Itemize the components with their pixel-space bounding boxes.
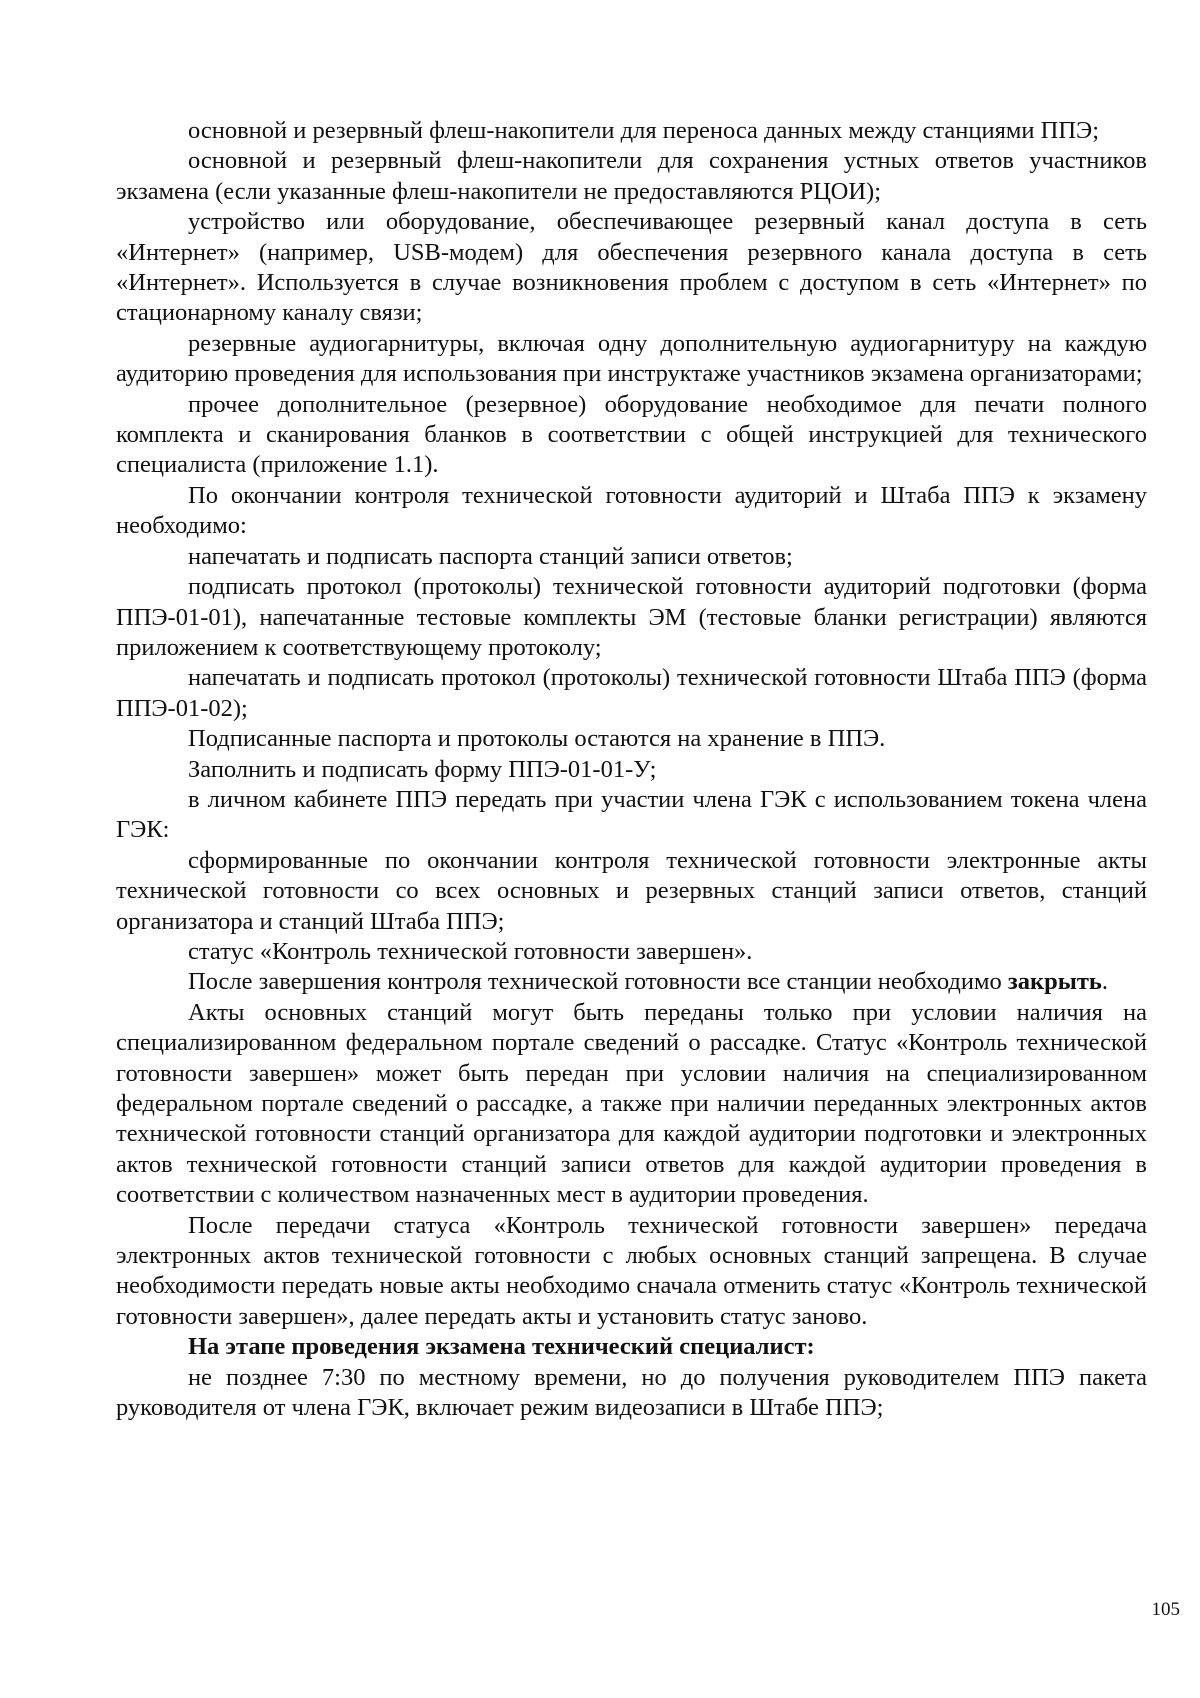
paragraph: Подписанные паспорта и протоколы остаются на хранение в ППЭ. (188, 725, 886, 753)
paragraph: основной и резервный флеш-накопители для переноса данных между станциями ППЭ; (188, 117, 1099, 144)
paragraph: в личном кабинете ППЭ передать при участии члена ГЭК с использованием токена члена ГЭК: (116, 785, 1147, 844)
section-heading: На этапе проведения экзамена технический специалист: (188, 1333, 815, 1361)
paragraph: Заполнить и подписать форму ППЭ-01-01-У; (188, 755, 657, 783)
paragraph: После передачи статуса «Контроль технической готовности завершен» передача электронных актов технической готовности с любых основных станций запрещена. В случае необходимости передать новые акты необходимо сначала отменить статус «Контроль технической готовности завершен», далее передать акты и установить статус заново. (116, 1211, 1147, 1330)
paragraph: статус «Контроль технической готовности завершен». (188, 937, 753, 965)
paragraph: подписать протокол (протоколы) технической готовности аудиторий подготовки (форма ППЭ-01-01), напечатанные тестовые комплекты ЭМ (тестовые бланки регистрации) являются приложением к соответствующему протоколу; (116, 573, 1147, 661)
period: . (1101, 968, 1108, 996)
page-number: 105 (1151, 1599, 1180, 1620)
paragraph-text: После завершения контроля технической готовности все станции необходимо (188, 968, 1002, 996)
paragraph: прочее дополнительное (резервное) оборудование необходимое для печати полного комплекта и сканирования бланков в соответствии с общей инструкцией для технического специалиста (приложение 1.1). (116, 390, 1147, 479)
document-body (116, 116, 1147, 1423)
paragraph: напечатать и подписать паспорта станций записи ответов; (188, 542, 793, 570)
paragraph: основной и резервный флеш-накопители для сохранения устных ответов участников экзамена (если указанные флеш-накопители не предоставляются РЦОИ); (116, 147, 1147, 205)
paragraph: не позднее 7:30 по местному времени, но до получения руководителем ППЭ пакета руководителя от члена ГЭК, включает режим видеозаписи в Штабе ППЭ; (116, 1363, 1147, 1422)
paragraph: резервные аудиогарнитуры, включая одну дополнительную аудиогарнитуру на каждую аудиторию проведения для использования при инструктаже участников экзамена организаторами; (116, 329, 1147, 388)
paragraph: По окончании контроля технической готовности аудиторий и Штаба ППЭ к экзамену необходимо: (116, 481, 1147, 540)
paragraph: Акты основных станций могут быть переданы только при условии наличия на специализированном федеральном портале сведений о рассадке. Статус «Контроль технической готовности завершен» может быть передан при условии наличия на специализированном федеральном портале сведений о рассадке, а также при наличии переданных электронных актов технической готовности станций организатора для каждой аудитории подготовки и электронных актов технической готовности станций записи ответов для каждой аудитории проведения в соответствии с количеством назначенных мест в аудитории проведения. (116, 998, 1147, 1209)
bold-close-word: закрыть (1007, 968, 1102, 996)
paragraph: устройство или оборудование, обеспечивающее резервный канал доступа в сеть «Интернет» (например, USB-модем) для обеспечения резервного канала доступа в сеть «Интернет». Используется в случае возникновения проблем с доступом в сеть «Интернет» по стационарному каналу связи; (116, 208, 1147, 327)
paragraph: сформированные по окончании контроля технической готовности электронные акты технической готовности со всех основных и резервных станций записи ответов, станций организатора и станций Штаба ППЭ; (116, 846, 1147, 935)
paragraph: напечатать и подписать протокол (протоколы) технической готовности Штаба ППЭ (форма ППЭ-01-02); (116, 664, 1147, 722)
paragraph-close-stations (116, 967, 1147, 997)
